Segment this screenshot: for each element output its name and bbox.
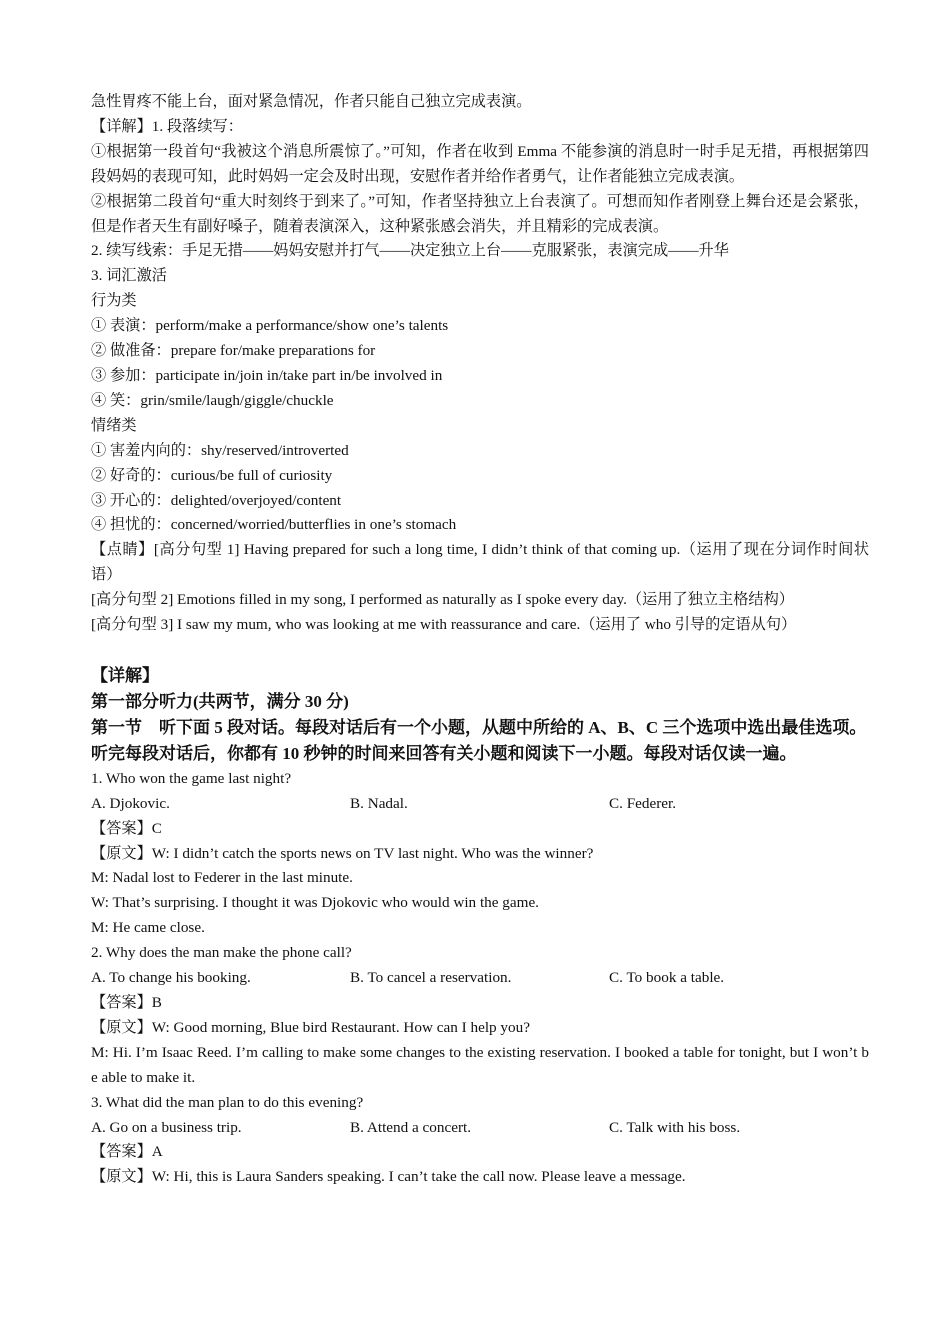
options-row — [91, 966, 869, 991]
answer: 【答案】B — [91, 993, 162, 1011]
clue-line: 2. 续写线索：手足无措——妈妈安慰并打气——决定独立上台——克服紧张，表演完成——升华 — [91, 242, 729, 260]
vocab-item: ③ 参加：participate in/join in/take part in/be involved in — [91, 366, 443, 384]
vocab-item: ① 害羞内向的：shy/reserved/introverted — [91, 441, 349, 459]
transcript-line: M: He came close. — [91, 919, 205, 937]
analysis-heading: 【详解】1. 段落续写： — [91, 117, 243, 135]
vocab-item: ② 好奇的：curious/be full of curiosity — [91, 466, 333, 484]
category-emotions: 情绪类 — [91, 416, 137, 434]
spacer — [91, 638, 869, 663]
answer: 【答案】A — [91, 1143, 163, 1161]
transcript-line: M: Nadal lost to Federer in the last minute. — [91, 869, 353, 887]
option-c: C. To book a table. — [609, 969, 725, 987]
question: 1. Who won the game last night? — [91, 769, 292, 787]
section-heading: 【详解】 — [91, 665, 159, 685]
vocab-item: ① 表演：perform/make a performance/show one’s talents — [91, 317, 449, 335]
paragraph-2: ②根据第二段首句“重大时刻终于到来了。”可知，作者坚持独立上台表演了。可想而知作者刚登上舞台还是会紧张，但是作者天生有副好嗓子，随着表演深入，这种紧张感会消失，并且精彩的完成表演。 — [91, 192, 869, 235]
transcript-line: 【原文】W: Hi, this is Laura Sanders speaking. I can’t take the call now. Please leave a message. — [91, 1168, 686, 1186]
sentence-pattern-3: [高分句型 3] I saw my mum, who was looking at me with reassurance and care.（运用了 who 引导的定语从句） — [91, 616, 797, 634]
category-actions: 行为类 — [91, 292, 137, 310]
document-page — [91, 90, 869, 1190]
sentence-pattern-1: 【点睛】[高分句型 1] Having prepared for such a long time, I didn’t think of that coming up.（运用了现在分词作时间状语） — [91, 541, 869, 584]
transcript-line: M: Hi. I’m Isaac Reed. I’m calling to make some changes to the existing reservation. I booked a table for tonight, but I won’t be able to make it. — [91, 1043, 869, 1086]
question: 3. What did the man plan to do this evening? — [91, 1093, 364, 1111]
option-a: A. To change his booking. — [91, 969, 251, 987]
vocab-item: ③ 开心的：delighted/overjoyed/content — [91, 491, 342, 509]
transcript-line: 【原文】W: Good morning, Blue bird Restaurant. How can I help you? — [91, 1018, 530, 1036]
option-b: B. Nadal. — [350, 794, 408, 812]
question: 2. Why does the man make the phone call? — [91, 944, 352, 962]
option-b: B. Attend a concert. — [350, 1118, 472, 1136]
options-row — [91, 1116, 869, 1141]
option-c: C. Federer. — [609, 794, 677, 812]
transcript-line: W: That’s surprising. I thought it was Djokovic who would win the game. — [91, 894, 539, 912]
part-heading: 第一部分听力(共两节，满分 30 分) — [91, 691, 349, 711]
vocab-item: ④ 笑：grin/smile/laugh/giggle/chuckle — [91, 391, 334, 409]
vocab-item: ④ 担忧的：concerned/worried/butterflies in one’s stomach — [91, 516, 457, 534]
paragraph-1: ①根据第一段首句“我被这个消息所震惊了。”可知，作者在收到 Emma 不能参演的消息时一时手足无措，再根据第四段妈妈的表现可知，此时妈妈一定会及时出现，安慰作者并给作者勇气，让作者能独立完成表演。 — [91, 142, 869, 185]
sentence-pattern-2: [高分句型 2] Emotions filled in my song, I performed as naturally as I spoke every day.（运用了独立主格结构） — [91, 591, 794, 609]
vocab-heading: 3. 词汇激活 — [91, 267, 167, 285]
option-a: A. Go on a business trip. — [91, 1118, 242, 1136]
option-b: B. To cancel a reservation. — [350, 969, 512, 987]
vocab-item: ② 做准备：prepare for/make preparations for — [91, 342, 376, 360]
instructions: 第一节 听下面 5 段对话。每段对话后有一个小题，从题中所给的 A、B、C 三个选项中选出最佳选项。听完每段对话后，你都有 10 秒钟的时间来回答有关小题和阅读下一小题。每段对话仅读一遍。 — [91, 717, 867, 763]
options-row — [91, 792, 869, 817]
option-c: C. Talk with his boss. — [609, 1118, 741, 1136]
text-line: 急性胃疼不能上台，面对紧急情况，作者只能自己独立完成表演。 — [91, 93, 532, 110]
answer: 【答案】C — [91, 819, 162, 837]
option-a: A. Djokovic. — [91, 794, 170, 812]
transcript-line: 【原文】W: I didn’t catch the sports news on TV last night. Who was the winner? — [91, 844, 594, 862]
